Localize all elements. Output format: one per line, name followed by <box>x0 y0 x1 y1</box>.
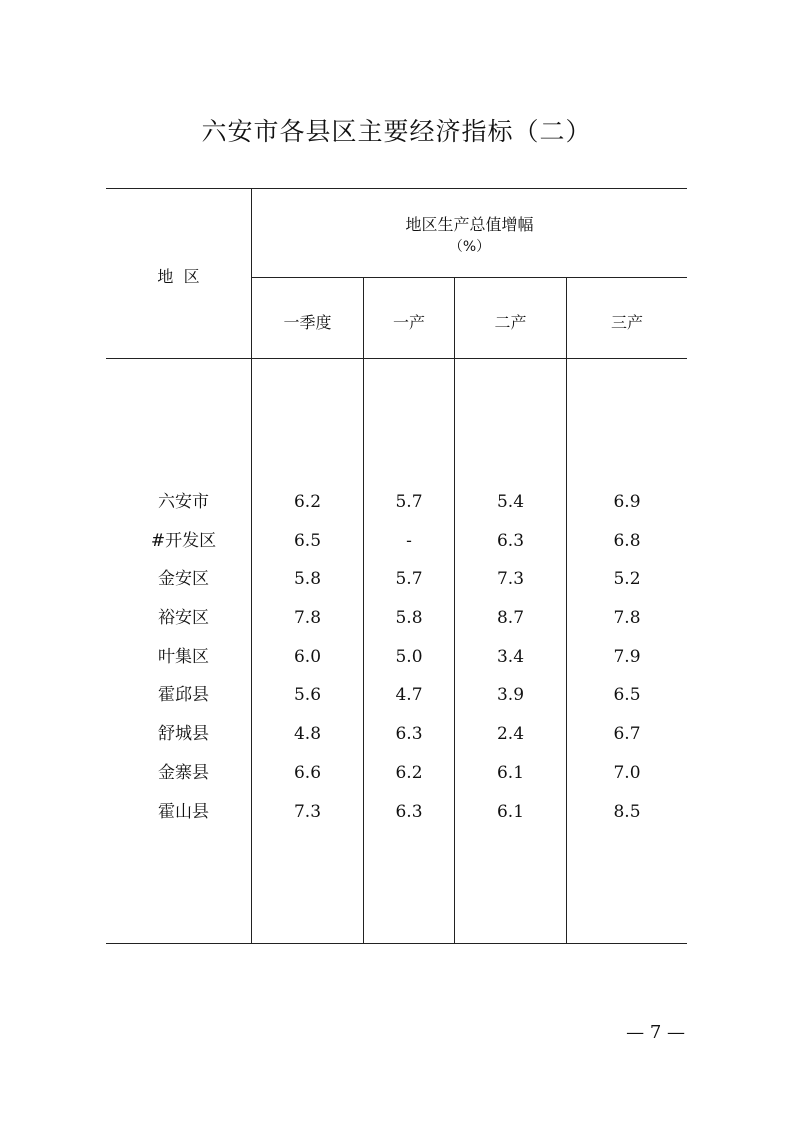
value-cell-q1: 4.8 <box>293 724 322 744</box>
economic-indicators-table <box>106 188 687 944</box>
region-cell: 六安市 <box>158 492 209 512</box>
gdp-growth-header: 地区生产总值增幅 <box>405 215 534 234</box>
value-cell-q1: 6.5 <box>293 531 322 551</box>
column-header-secondary: 二产 <box>494 313 527 332</box>
column-header-primary: 一产 <box>392 313 425 332</box>
value-cell-secondary: 6.1 <box>496 763 525 783</box>
region-cell: 舒城县 <box>158 724 209 744</box>
value-cell-tertiary: 6.5 <box>613 685 641 705</box>
value-cell-q1: 7.3 <box>293 802 322 822</box>
value-cell-tertiary: 8.5 <box>613 802 641 822</box>
value-cell-primary: 4.7 <box>395 685 423 705</box>
value-cell-secondary: 5.4 <box>496 492 525 512</box>
value-cell-secondary: 3.9 <box>496 685 525 705</box>
region-cell: 霍山县 <box>158 802 209 822</box>
header-group-rule <box>251 277 687 278</box>
value-cell-q1: 6.0 <box>293 647 322 667</box>
table-top-rule <box>106 188 687 189</box>
region-cell: 金寨县 <box>158 763 209 783</box>
value-cell-tertiary: 6.9 <box>613 492 641 512</box>
table-row <box>106 566 687 605</box>
value-cell-q1: 6.6 <box>293 763 322 783</box>
region-cell: #开发区 <box>150 531 217 551</box>
value-cell-tertiary: 6.8 <box>613 531 641 551</box>
table-bottom-rule <box>106 943 687 944</box>
table-row <box>106 799 687 838</box>
value-cell-tertiary: 6.7 <box>613 724 641 744</box>
table-row <box>106 644 687 683</box>
value-cell-tertiary: 7.8 <box>613 608 641 628</box>
page-title: 六安市各县区主要经济指标（二） <box>201 117 592 146</box>
region-cell: 裕安区 <box>158 608 209 628</box>
page-number: — 7 — <box>626 1022 685 1043</box>
value-cell-tertiary: 7.9 <box>613 647 641 667</box>
gdp-growth-unit: （%） <box>448 239 491 255</box>
value-cell-primary: 6.3 <box>395 802 423 822</box>
value-cell-q1: 5.6 <box>293 685 322 705</box>
table-row <box>106 760 687 799</box>
value-cell-primary: - <box>406 531 412 551</box>
column-header-q1: 一季度 <box>283 313 332 332</box>
value-cell-tertiary: 5.2 <box>613 569 641 589</box>
table-row <box>106 528 687 567</box>
region-cell: 叶集区 <box>158 647 209 667</box>
value-cell-q1: 6.2 <box>293 492 322 512</box>
value-cell-tertiary: 7.0 <box>613 763 641 783</box>
value-cell-primary: 5.7 <box>395 492 423 512</box>
value-cell-secondary: 7.3 <box>496 569 525 589</box>
table-row <box>106 721 687 760</box>
region-cell: 霍邱县 <box>158 685 209 705</box>
table-row <box>106 682 687 721</box>
value-cell-primary: 5.8 <box>395 608 423 628</box>
value-cell-secondary: 3.4 <box>496 647 525 667</box>
region-header: 地 区 <box>157 267 200 286</box>
region-cell: 金安区 <box>158 569 209 589</box>
value-cell-secondary: 6.1 <box>496 802 525 822</box>
value-cell-secondary: 2.4 <box>496 724 525 744</box>
value-cell-primary: 6.3 <box>395 724 423 744</box>
column-header-tertiary: 三产 <box>610 313 643 332</box>
value-cell-q1: 7.8 <box>293 608 322 628</box>
value-cell-q1: 5.8 <box>293 569 322 589</box>
header-bottom-rule <box>106 358 687 359</box>
table-row <box>106 489 687 528</box>
value-cell-primary: 6.2 <box>395 763 423 783</box>
value-cell-secondary: 8.7 <box>496 608 525 628</box>
value-cell-primary: 5.0 <box>395 647 423 667</box>
table-row <box>106 605 687 644</box>
value-cell-secondary: 6.3 <box>496 531 525 551</box>
value-cell-primary: 5.7 <box>395 569 423 589</box>
